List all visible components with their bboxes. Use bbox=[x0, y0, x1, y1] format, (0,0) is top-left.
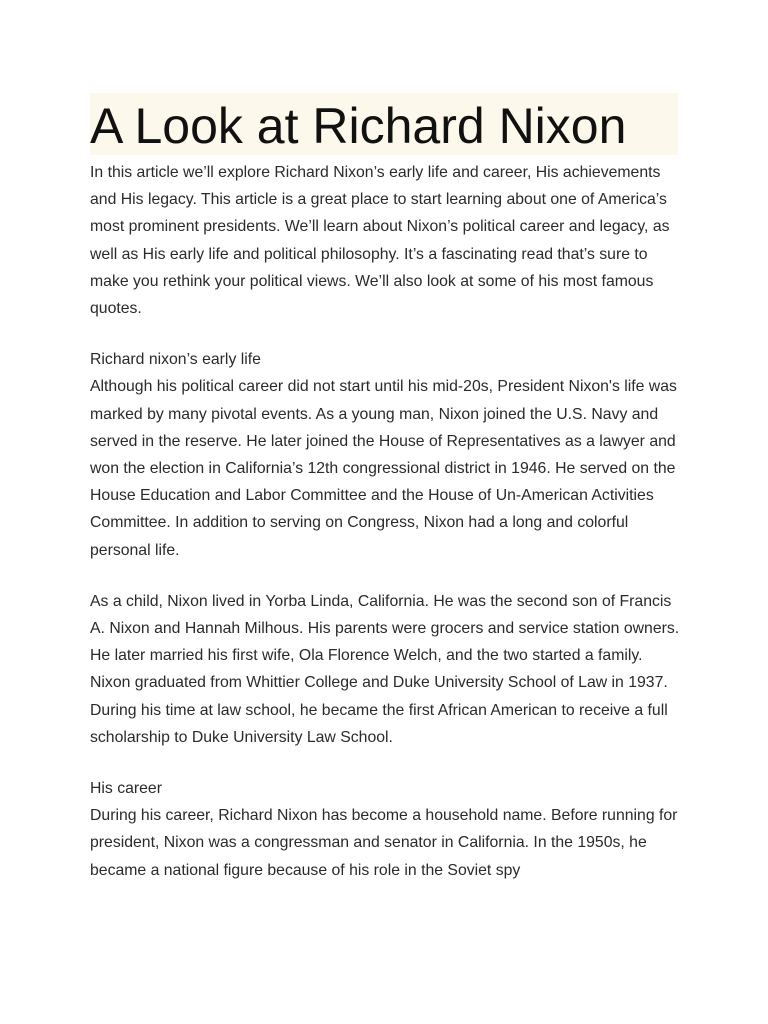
article-title: A Look at Richard Nixon bbox=[90, 98, 627, 154]
career-paragraph-1: During his career, Richard Nixon has become a household name. Before running for president, Nixon was a congressman and senator in California. In the 1950s, he became a national figure because of his role in the Soviet spy bbox=[90, 807, 678, 879]
early-life-paragraph-2: As a child, Nixon lived in Yorba Linda, California. He was the second son of Francis A. Nixon and Hannah Milhous. His parents were grocers and service station owners. He later married his first wife, Ola Florence Welch, and the two started a family. Nixon graduated from Whittier College and Duke University School of Law in 1937. During his time at law school, he became the first African American to receive a full scholarship to Duke University Law School. bbox=[90, 592, 680, 746]
intro-paragraph: In this article we’ll explore Richard Nixon’s early life and career, His achievements and His legacy. This article is a great place to start learning about one of America’s most prominent presidents. We’ll learn about Nixon’s political career and legacy, as well as His early life and political philosophy. It’s a fascinating read that’s sure to make you rethink your political views. We’ll also look at some of his most famous quotes. bbox=[90, 164, 670, 318]
section-heading-early-life: Richard nixon’s early life bbox=[90, 351, 261, 369]
article-body bbox=[90, 159, 682, 908]
section-heading-career: His career bbox=[90, 780, 162, 798]
early-life-paragraph-1: Although his political career did not start until his mid-20s, President Nixon's life was marked by many pivotal events. As a young man, Nixon joined the U.S. Navy and served in the reserve. He later joined the House of Representatives as a lawyer and won the election in California’s 12th congressional district in 1946. He served on the House Education and Labor Committee and the House of Un-American Activities Committee. In addition to serving on Congress, Nixon had a long and colorful personal life. bbox=[90, 378, 677, 559]
